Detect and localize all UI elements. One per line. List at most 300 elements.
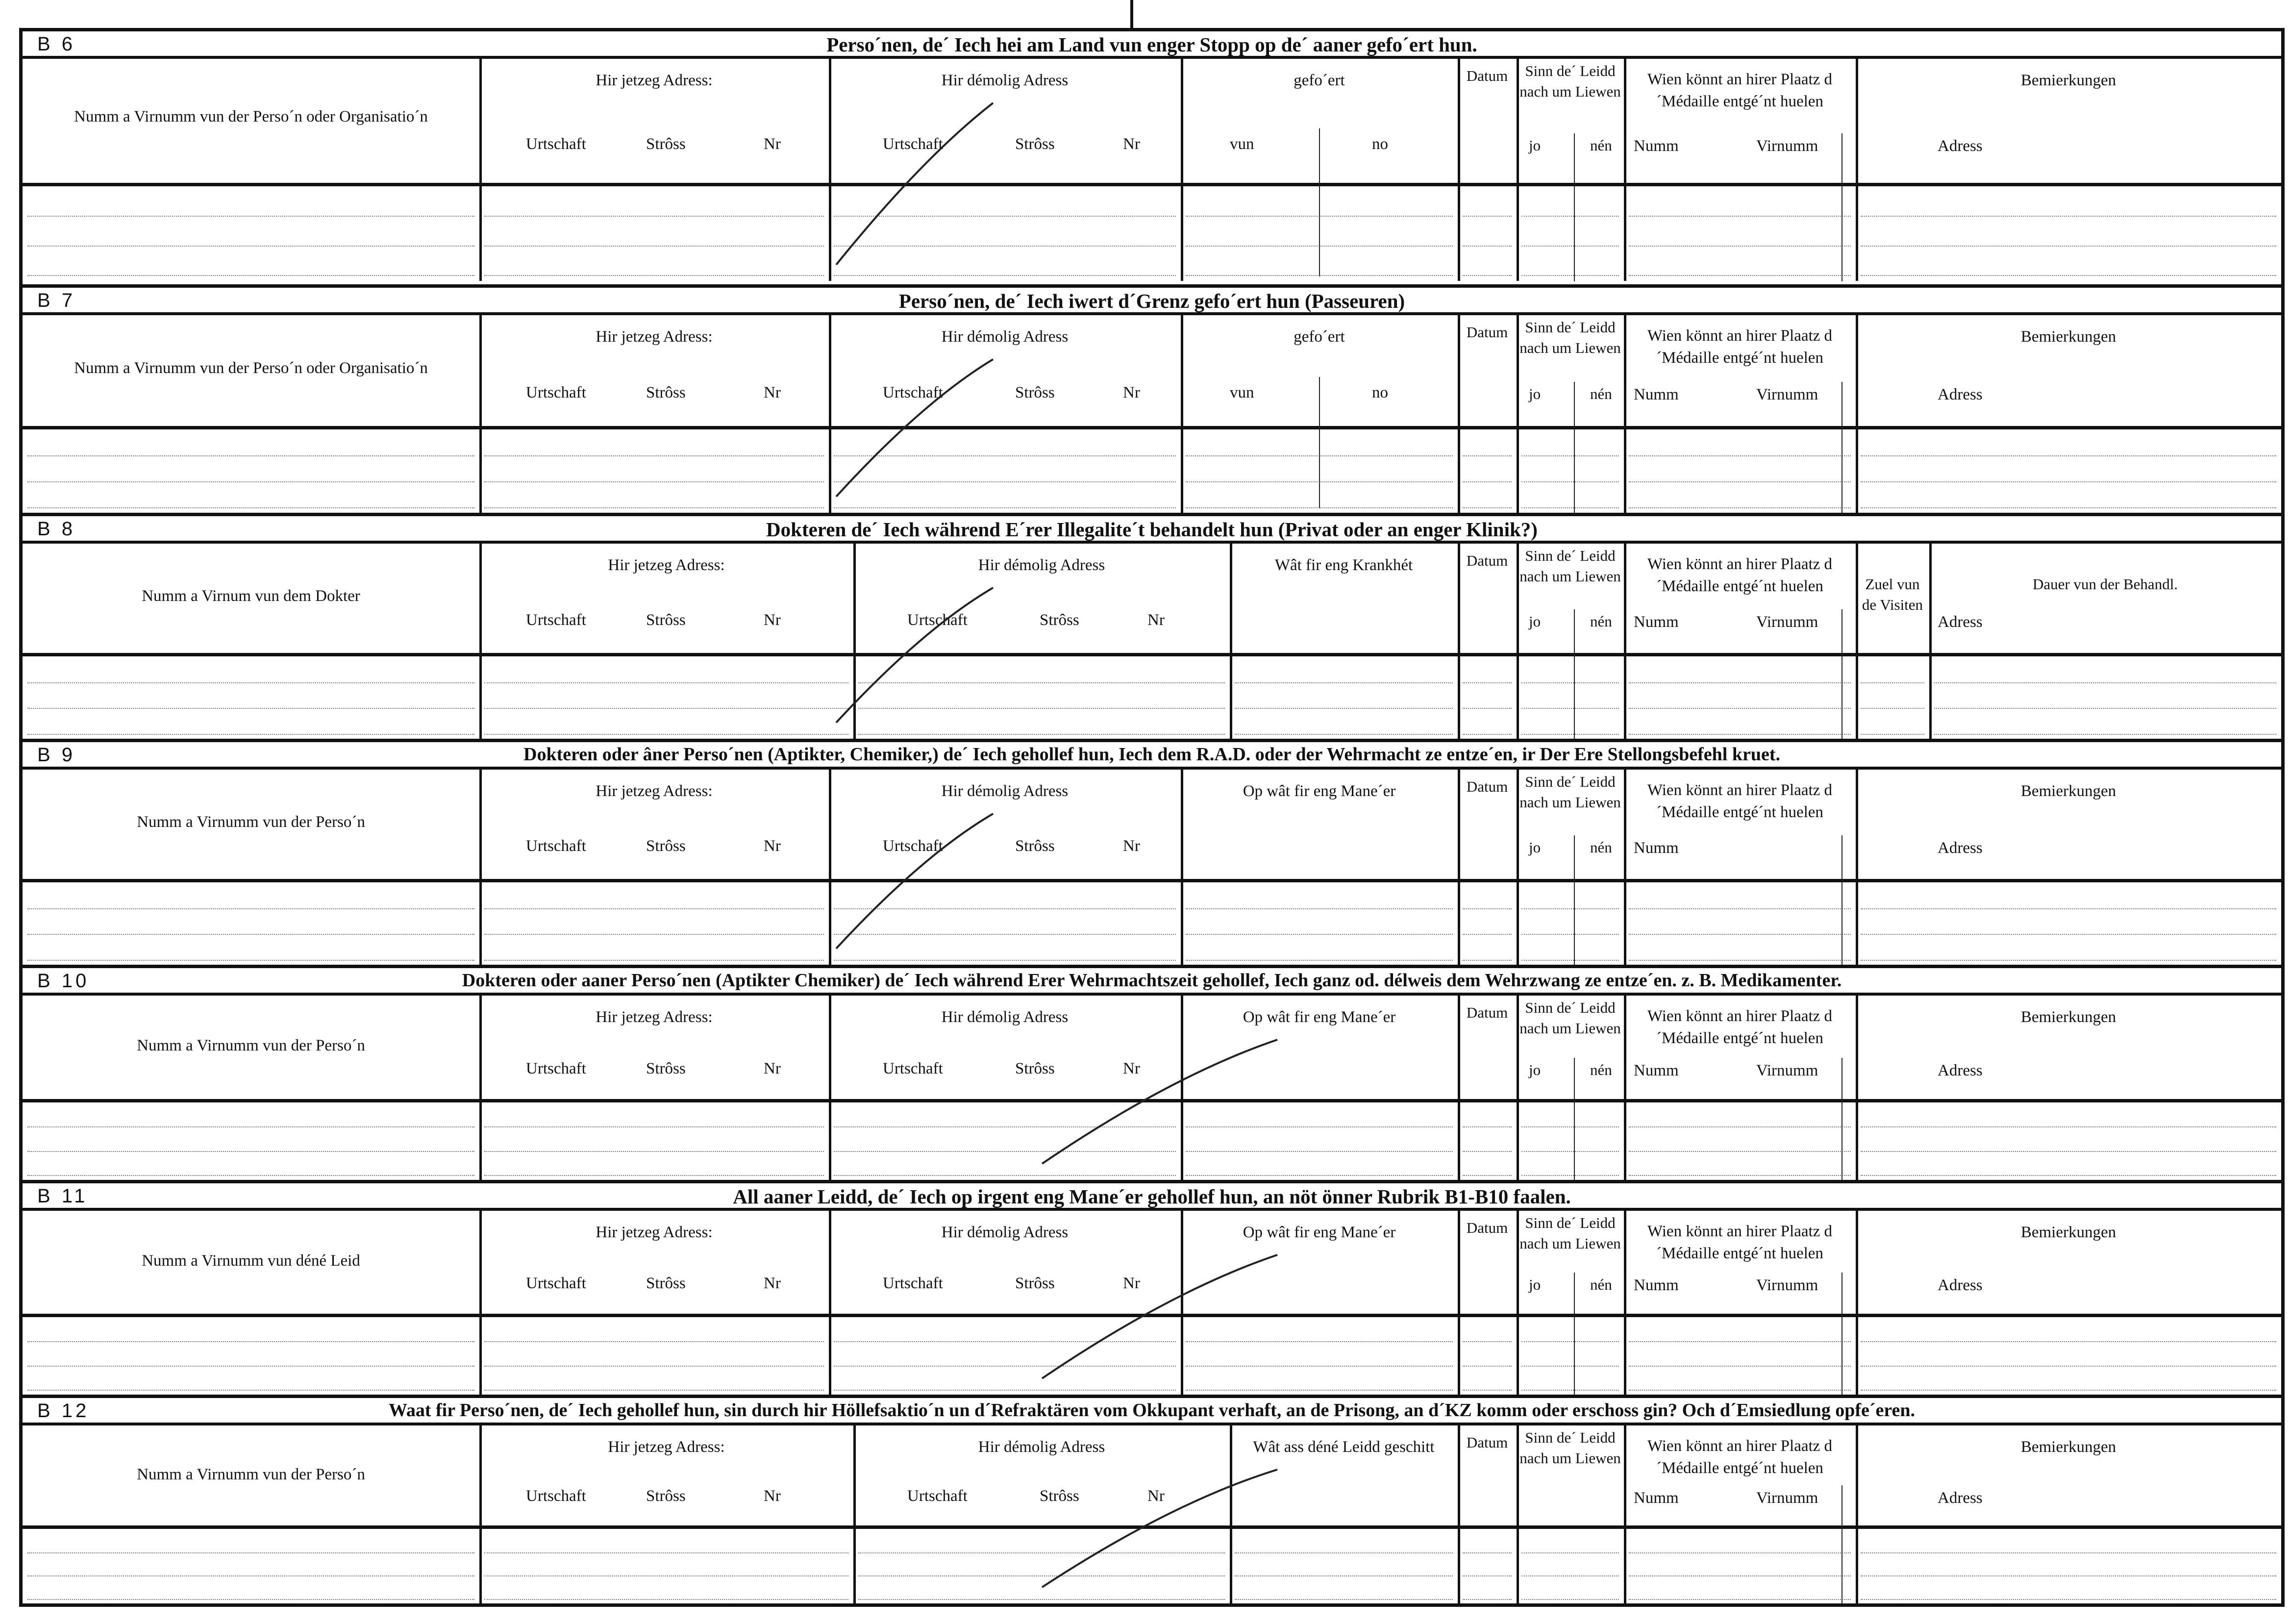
entry-line[interactable]	[1186, 275, 1453, 276]
entry-line[interactable]	[1861, 960, 2276, 961]
entry-line[interactable]	[27, 1390, 474, 1391]
number-label: Nr	[1123, 1274, 1140, 1292]
section-b12	[23, 1395, 2281, 1603]
column-divider	[1319, 128, 1320, 276]
entry-line[interactable]	[1521, 1341, 1619, 1342]
former-address-header: Hir démolig Adress	[941, 328, 1069, 346]
surname-label: Numm	[1634, 137, 1679, 155]
remarks-column-header: Bemierkungen	[2020, 328, 2116, 346]
entry-line[interactable]	[1521, 1599, 1619, 1600]
form-frame	[19, 28, 2285, 1607]
column-divider	[479, 315, 482, 513]
section-code: B 8	[37, 518, 76, 540]
address-label: Adress	[1938, 1062, 1983, 1079]
former-address-header: Hir démolig Adress	[941, 1224, 1069, 1241]
entry-line[interactable]	[1463, 1126, 1512, 1127]
column-divider	[1319, 377, 1320, 508]
entry-line[interactable]	[1521, 682, 1619, 683]
remarks-column-header: Bemierkungen	[2020, 1224, 2116, 1241]
section-header	[23, 1398, 2281, 1425]
entry-line[interactable]	[1521, 455, 1619, 456]
entry-line[interactable]	[1861, 481, 2276, 482]
entry-line[interactable]	[1629, 481, 1851, 482]
entry-line[interactable]	[834, 1341, 1176, 1342]
from-label: vun	[1230, 135, 1254, 153]
entry-line[interactable]	[1861, 1552, 2276, 1553]
column-divider	[1624, 1211, 1626, 1395]
entry-line[interactable]	[1186, 246, 1453, 247]
entry-line[interactable]	[27, 1599, 474, 1600]
entry-line[interactable]	[1521, 908, 1619, 909]
street-label: Strôss	[1015, 837, 1055, 855]
entry-line[interactable]	[27, 682, 474, 683]
firstname-label: Virnumm	[1756, 1489, 1818, 1507]
address-label: Adress	[1938, 137, 1983, 155]
entry-line[interactable]	[1934, 682, 2276, 683]
column-divider	[479, 59, 482, 281]
entry-line[interactable]	[484, 934, 824, 935]
current-address-header: Hir jetzeg Adress:	[596, 72, 713, 89]
entry-line[interactable]	[1521, 734, 1619, 735]
town-label: Urtschaft	[526, 384, 586, 401]
entry-line[interactable]	[27, 246, 474, 247]
entry-line[interactable]	[1463, 1390, 1512, 1391]
street-label: Strôss	[1040, 611, 1079, 629]
number-label: Nr	[1123, 837, 1140, 855]
entry-line[interactable]	[1235, 708, 1453, 709]
entry-line[interactable]	[1629, 507, 1851, 508]
entry-line[interactable]	[27, 275, 474, 276]
entry-line[interactable]	[1186, 507, 1453, 508]
mid-column-header: Wât fir eng Krankhét	[1274, 556, 1413, 574]
column-divider	[1574, 1273, 1575, 1395]
entry-line[interactable]	[27, 1151, 474, 1152]
column-divider	[1574, 382, 1575, 513]
town-label: Urtschaft	[526, 1274, 586, 1292]
entry-line[interactable]	[1629, 1599, 1851, 1600]
name-column-header: Numm a Virnumm vun der Perso´n oder Organisatio´n	[74, 108, 428, 125]
entry-line[interactable]	[1629, 1175, 1851, 1176]
medal-column-header: Wien könnt an hirer Plaatz d´Médaille entgé´nt huelen	[1647, 1007, 1833, 1047]
entry-line[interactable]	[834, 246, 1176, 247]
name-column-header: Numm a Virnumm vun der Perso´n	[137, 1466, 365, 1483]
entry-line[interactable]	[1463, 934, 1512, 935]
entry-line[interactable]	[1463, 246, 1512, 247]
entry-line[interactable]	[1521, 1390, 1619, 1391]
street-label: Strôss	[1015, 384, 1055, 401]
entry-line[interactable]	[1629, 1575, 1851, 1576]
section-code: B 9	[37, 744, 76, 766]
number-label: Nr	[1147, 1487, 1165, 1505]
entry-line[interactable]	[1521, 275, 1619, 276]
entry-line[interactable]	[1235, 1599, 1453, 1600]
entry-line[interactable]	[1463, 1341, 1512, 1342]
entry-line[interactable]	[27, 1575, 474, 1576]
date-column-header: Datum	[1466, 1219, 1508, 1236]
entry-line[interactable]	[1463, 507, 1512, 508]
entry-line[interactable]	[484, 507, 824, 508]
current-address-header: Hir jetzeg Adress:	[596, 782, 713, 800]
entry-line[interactable]	[1861, 1151, 2276, 1152]
entry-line[interactable]	[1629, 960, 1851, 961]
section-b6	[23, 31, 2281, 284]
town-label: Urtschaft	[883, 1274, 943, 1292]
column-divider	[1181, 996, 1183, 1180]
column-divider	[1574, 609, 1575, 739]
column-divider	[853, 544, 856, 739]
entry-line[interactable]	[1629, 1390, 1851, 1391]
column-divider	[829, 59, 831, 281]
column-divider	[1574, 133, 1575, 281]
entry-line[interactable]	[484, 1599, 848, 1600]
medal-column-header: Wien könnt an hirer Plaatz d´Médaille entgé´nt huelen	[1647, 555, 1833, 595]
entry-line[interactable]	[1629, 216, 1851, 217]
column-divider	[1624, 59, 1626, 281]
entry-line[interactable]	[1861, 708, 1924, 709]
remarks-column-header: Bemierkungen	[2020, 782, 2116, 800]
entry-line[interactable]	[858, 734, 1225, 735]
entry-line[interactable]	[1629, 1552, 1851, 1553]
number-label: Nr	[764, 837, 781, 855]
entry-line[interactable]	[1861, 1575, 2276, 1576]
entry-line[interactable]	[1629, 734, 1851, 735]
column-divider	[1181, 315, 1183, 513]
section-b10	[23, 965, 2281, 1180]
entry-line[interactable]	[484, 960, 824, 961]
entry-line[interactable]	[1186, 481, 1453, 482]
entry-line[interactable]	[1463, 1151, 1512, 1152]
no-label: nén	[1590, 613, 1612, 630]
mid-column-header: Op wât fir eng Mane´er	[1243, 1224, 1396, 1241]
entry-line[interactable]	[27, 507, 474, 508]
entry-line[interactable]	[1629, 455, 1851, 456]
entry-line[interactable]	[1521, 960, 1619, 961]
entry-line[interactable]	[834, 1126, 1176, 1127]
entry-line[interactable]	[1463, 1552, 1512, 1553]
town-label: Urtschaft	[526, 837, 586, 855]
entry-line[interactable]	[1629, 1341, 1851, 1342]
entry-line[interactable]	[1463, 1575, 1512, 1576]
column-divider	[1574, 835, 1575, 965]
entry-line[interactable]	[1463, 275, 1512, 276]
entry-line[interactable]	[1861, 1390, 2276, 1391]
entry-line[interactable]	[1629, 934, 1851, 935]
remarks-column-header: Bemierkungen	[2020, 1438, 2116, 1456]
yes-label: jo	[1529, 613, 1541, 630]
entry-line[interactable]	[1463, 1175, 1512, 1176]
address-label: Adress	[1938, 613, 1983, 631]
entry-line[interactable]	[1463, 481, 1512, 482]
entry-line[interactable]	[1861, 734, 1924, 735]
address-label: Adress	[1938, 386, 1983, 403]
entry-line[interactable]	[1186, 1151, 1453, 1152]
entry-line[interactable]	[1235, 682, 1453, 683]
entry-line[interactable]	[27, 734, 474, 735]
entry-line[interactable]	[1934, 708, 2276, 709]
entry-line[interactable]	[1463, 708, 1512, 709]
entry-line[interactable]	[27, 708, 474, 709]
section-code: B 10	[37, 970, 90, 992]
entry-line[interactable]	[1521, 1175, 1619, 1176]
column-divider	[1624, 544, 1626, 739]
entry-line[interactable]	[1861, 275, 2276, 276]
current-address-header: Hir jetzeg Adress:	[596, 1008, 713, 1026]
entry-line[interactable]	[484, 216, 824, 217]
survived-column-header: Sinn de´ Leidd nach um Liewen	[1519, 999, 1621, 1037]
surname-label: Numm	[1634, 1062, 1679, 1079]
section-header	[23, 1183, 2281, 1211]
number-label: Nr	[1123, 1060, 1140, 1077]
entry-line[interactable]	[1861, 682, 1924, 683]
entry-line[interactable]	[1463, 455, 1512, 456]
entry-line[interactable]	[1521, 507, 1619, 508]
entry-line[interactable]	[1521, 216, 1619, 217]
entry-line[interactable]	[834, 1151, 1176, 1152]
entry-line[interactable]	[1521, 246, 1619, 247]
entry-line[interactable]	[27, 1175, 474, 1176]
street-label: Strôss	[1040, 1487, 1079, 1505]
column-divider	[1856, 1211, 1858, 1395]
entry-line[interactable]	[1521, 1151, 1619, 1152]
entry-line[interactable]	[834, 908, 1176, 909]
yes-label: jo	[1529, 385, 1541, 402]
former-address-header: Hir démolig Adress	[941, 782, 1069, 800]
entry-line[interactable]	[1186, 1341, 1453, 1342]
mid-column-header: gefo´ert	[1294, 72, 1345, 89]
column-divider	[1230, 1425, 1232, 1603]
former-address-header: Hir démolig Adress	[978, 1438, 1105, 1456]
name-column-header: Numm a Virnumm vun déné Leid	[142, 1252, 360, 1270]
entry-line[interactable]	[1629, 246, 1851, 247]
medal-column-header: Wien könnt an hirer Plaatz d´Médaille entgé´nt huelen	[1647, 1223, 1833, 1262]
entry-line[interactable]	[834, 275, 1176, 276]
entry-line[interactable]	[27, 216, 474, 217]
surname-label: Numm	[1634, 386, 1679, 403]
entry-line[interactable]	[1186, 960, 1453, 961]
entry-line[interactable]	[1463, 1599, 1512, 1600]
entry-line[interactable]	[1186, 908, 1453, 909]
firstname-label: Virnumm	[1756, 1276, 1818, 1294]
entry-line[interactable]	[834, 1390, 1176, 1391]
entry-line[interactable]	[858, 1575, 1225, 1576]
entry-line[interactable]	[484, 708, 848, 709]
date-column-header: Datum	[1466, 778, 1508, 795]
entry-line[interactable]	[834, 481, 1176, 482]
date-column-header: Datum	[1466, 1434, 1508, 1451]
entry-line[interactable]	[484, 1126, 824, 1127]
medal-column-header: Wien könnt an hirer Plaatz d´Médaille entgé´nt huelen	[1647, 1437, 1833, 1477]
street-label: Strôss	[1015, 135, 1055, 153]
entry-line[interactable]	[27, 1126, 474, 1127]
mid-column-header: Op wât fir eng Mane´er	[1243, 1008, 1396, 1026]
entry-line[interactable]	[1861, 1341, 2276, 1342]
number-label: Nr	[764, 384, 781, 401]
entry-line[interactable]	[1629, 682, 1851, 683]
entry-line[interactable]	[1186, 455, 1453, 456]
entry-line[interactable]	[1463, 734, 1512, 735]
header-separator	[23, 653, 2281, 656]
entry-line[interactable]	[484, 1366, 824, 1367]
entry-line[interactable]	[1629, 1366, 1851, 1367]
to-label: no	[1372, 135, 1388, 153]
entry-line[interactable]	[1629, 908, 1851, 909]
entry-line[interactable]	[858, 1552, 1225, 1553]
entry-line[interactable]	[27, 1341, 474, 1342]
section-b7	[23, 284, 2281, 513]
entry-line[interactable]	[1463, 216, 1512, 217]
column-divider	[1856, 996, 1858, 1180]
entry-line[interactable]	[1521, 1366, 1619, 1367]
entry-line[interactable]	[1521, 1552, 1619, 1553]
entry-line[interactable]	[1861, 246, 2276, 247]
section-b11	[23, 1180, 2281, 1395]
entry-line[interactable]	[834, 507, 1176, 508]
entry-line[interactable]	[858, 708, 1225, 709]
entry-line[interactable]	[1861, 1599, 2276, 1600]
entry-line[interactable]	[484, 682, 848, 683]
entry-line[interactable]	[1186, 1126, 1453, 1127]
entry-line[interactable]	[1463, 908, 1512, 909]
street-label: Strôss	[646, 384, 686, 401]
mid-column-header: Wât ass déné Leidd geschitt	[1253, 1438, 1435, 1456]
town-label: Urtschaft	[883, 1060, 943, 1077]
entry-line[interactable]	[1629, 1126, 1851, 1127]
town-label: Urtschaft	[907, 611, 968, 629]
entry-line[interactable]	[834, 1366, 1176, 1367]
column-divider	[1458, 315, 1460, 513]
entry-line[interactable]	[1521, 708, 1619, 709]
entry-line[interactable]	[1463, 682, 1512, 683]
entry-line[interactable]	[834, 216, 1176, 217]
entry-line[interactable]	[1186, 216, 1453, 217]
entry-line[interactable]	[1934, 734, 2276, 735]
entry-line[interactable]	[1186, 934, 1453, 935]
section-code: B 7	[37, 290, 76, 311]
entry-line[interactable]	[858, 1599, 1225, 1600]
section-header	[23, 516, 2281, 544]
column-divider	[1181, 59, 1183, 281]
entry-line[interactable]	[484, 1151, 824, 1152]
entry-line[interactable]	[27, 1552, 474, 1553]
entry-line[interactable]	[1861, 216, 2276, 217]
entry-line[interactable]	[484, 275, 824, 276]
entry-line[interactable]	[27, 934, 474, 935]
entry-line[interactable]	[27, 1366, 474, 1367]
column-divider	[1856, 770, 1858, 965]
entry-line[interactable]	[484, 1575, 848, 1576]
entry-line[interactable]	[27, 960, 474, 961]
remarks-column-header: Bemierkungen	[2020, 72, 2116, 89]
entry-line[interactable]	[484, 1552, 848, 1553]
entry-line[interactable]	[1235, 1552, 1453, 1553]
column-divider	[479, 1425, 482, 1603]
entry-line[interactable]	[1186, 1366, 1453, 1367]
entry-line[interactable]	[834, 455, 1176, 456]
column-divider	[1458, 996, 1460, 1180]
name-column-header: Numm a Virnumm vun der Perso´n oder Organisatio´n	[74, 359, 428, 377]
entry-line[interactable]	[1861, 1126, 2276, 1127]
former-address-header: Hir démolig Adress	[941, 1008, 1069, 1026]
yes-label: jo	[1529, 1061, 1541, 1078]
entry-line[interactable]	[1521, 1126, 1619, 1127]
entry-line[interactable]	[484, 246, 824, 247]
entry-line[interactable]	[27, 908, 474, 909]
entry-line[interactable]	[484, 1175, 824, 1176]
town-label: Urtschaft	[907, 1487, 968, 1505]
mid-column-header: gefo´ert	[1294, 328, 1345, 346]
entry-line[interactable]	[1861, 934, 2276, 935]
entry-line[interactable]	[1521, 934, 1619, 935]
entry-line[interactable]	[484, 734, 848, 735]
column-divider	[829, 996, 831, 1180]
entry-line[interactable]	[1463, 1366, 1512, 1367]
section-title: Dokteren oder aaner Perso´nen (Aptikter Chemiker) de´ Iech während Erer Wehrmachtszeit gehollef, Iech ganz od. délweis dem Wehrzwang ze entze´en. z. B. Medikamenter.	[462, 970, 1842, 991]
entry-line[interactable]	[1629, 1151, 1851, 1152]
entry-line[interactable]	[834, 960, 1176, 961]
column-divider	[1624, 315, 1626, 513]
duration-column-header: Dauer vun der Behandl.	[2032, 575, 2178, 593]
entry-line[interactable]	[484, 1341, 824, 1342]
survived-column-header: Sinn de´ Leidd nach um Liewen	[1519, 547, 1621, 585]
entry-line[interactable]	[1463, 960, 1512, 961]
column-divider	[1181, 1211, 1183, 1395]
entry-line[interactable]	[1235, 1575, 1453, 1576]
entry-line[interactable]	[1235, 734, 1453, 735]
mid-column-header: Op wât fir eng Mane´er	[1243, 782, 1396, 800]
medal-column-header: Wien könnt an hirer Plaatz d´Médaille entgé´nt huelen	[1647, 327, 1833, 367]
entry-line[interactable]	[484, 481, 824, 482]
entry-line[interactable]	[1521, 1575, 1619, 1576]
entry-line[interactable]	[834, 934, 1176, 935]
entry-line[interactable]	[27, 481, 474, 482]
from-label: vun	[1230, 384, 1254, 401]
number-label: Nr	[1123, 135, 1140, 153]
column-divider	[829, 1211, 831, 1395]
entry-line[interactable]	[27, 455, 474, 456]
firstname-label: Virnumm	[1756, 1062, 1818, 1079]
entry-line[interactable]	[858, 682, 1225, 683]
entry-line[interactable]	[484, 908, 824, 909]
column-divider	[1230, 544, 1232, 739]
entry-line[interactable]	[1521, 481, 1619, 482]
firstname-label: Virnumm	[1756, 386, 1818, 403]
column-divider	[1624, 770, 1626, 965]
column-divider	[1624, 1425, 1626, 1603]
entry-line[interactable]	[1629, 275, 1851, 276]
street-label: Strôss	[646, 1487, 686, 1505]
entry-line[interactable]	[1186, 1175, 1453, 1176]
entry-line[interactable]	[1629, 708, 1851, 709]
number-label: Nr	[1147, 611, 1165, 629]
to-label: no	[1372, 384, 1388, 401]
number-label: Nr	[764, 135, 781, 153]
entry-line[interactable]	[1861, 908, 2276, 909]
entry-line[interactable]	[484, 455, 824, 456]
town-label: Urtschaft	[883, 135, 943, 153]
entry-line[interactable]	[1861, 507, 2276, 508]
entry-line[interactable]	[1861, 1175, 2276, 1176]
entry-line[interactable]	[1861, 455, 2276, 456]
no-label: nén	[1590, 1061, 1612, 1078]
entry-line[interactable]	[1186, 1390, 1453, 1391]
entry-line[interactable]	[834, 1175, 1176, 1176]
column-divider	[479, 544, 482, 739]
column-divider	[479, 770, 482, 965]
entry-line[interactable]	[1861, 1366, 2276, 1367]
street-label: Strôss	[1015, 1274, 1055, 1292]
medal-column-header: Wien könnt an hirer Plaatz d´Médaille entgé´nt huelen	[1647, 71, 1833, 110]
entry-line[interactable]	[484, 1390, 824, 1391]
